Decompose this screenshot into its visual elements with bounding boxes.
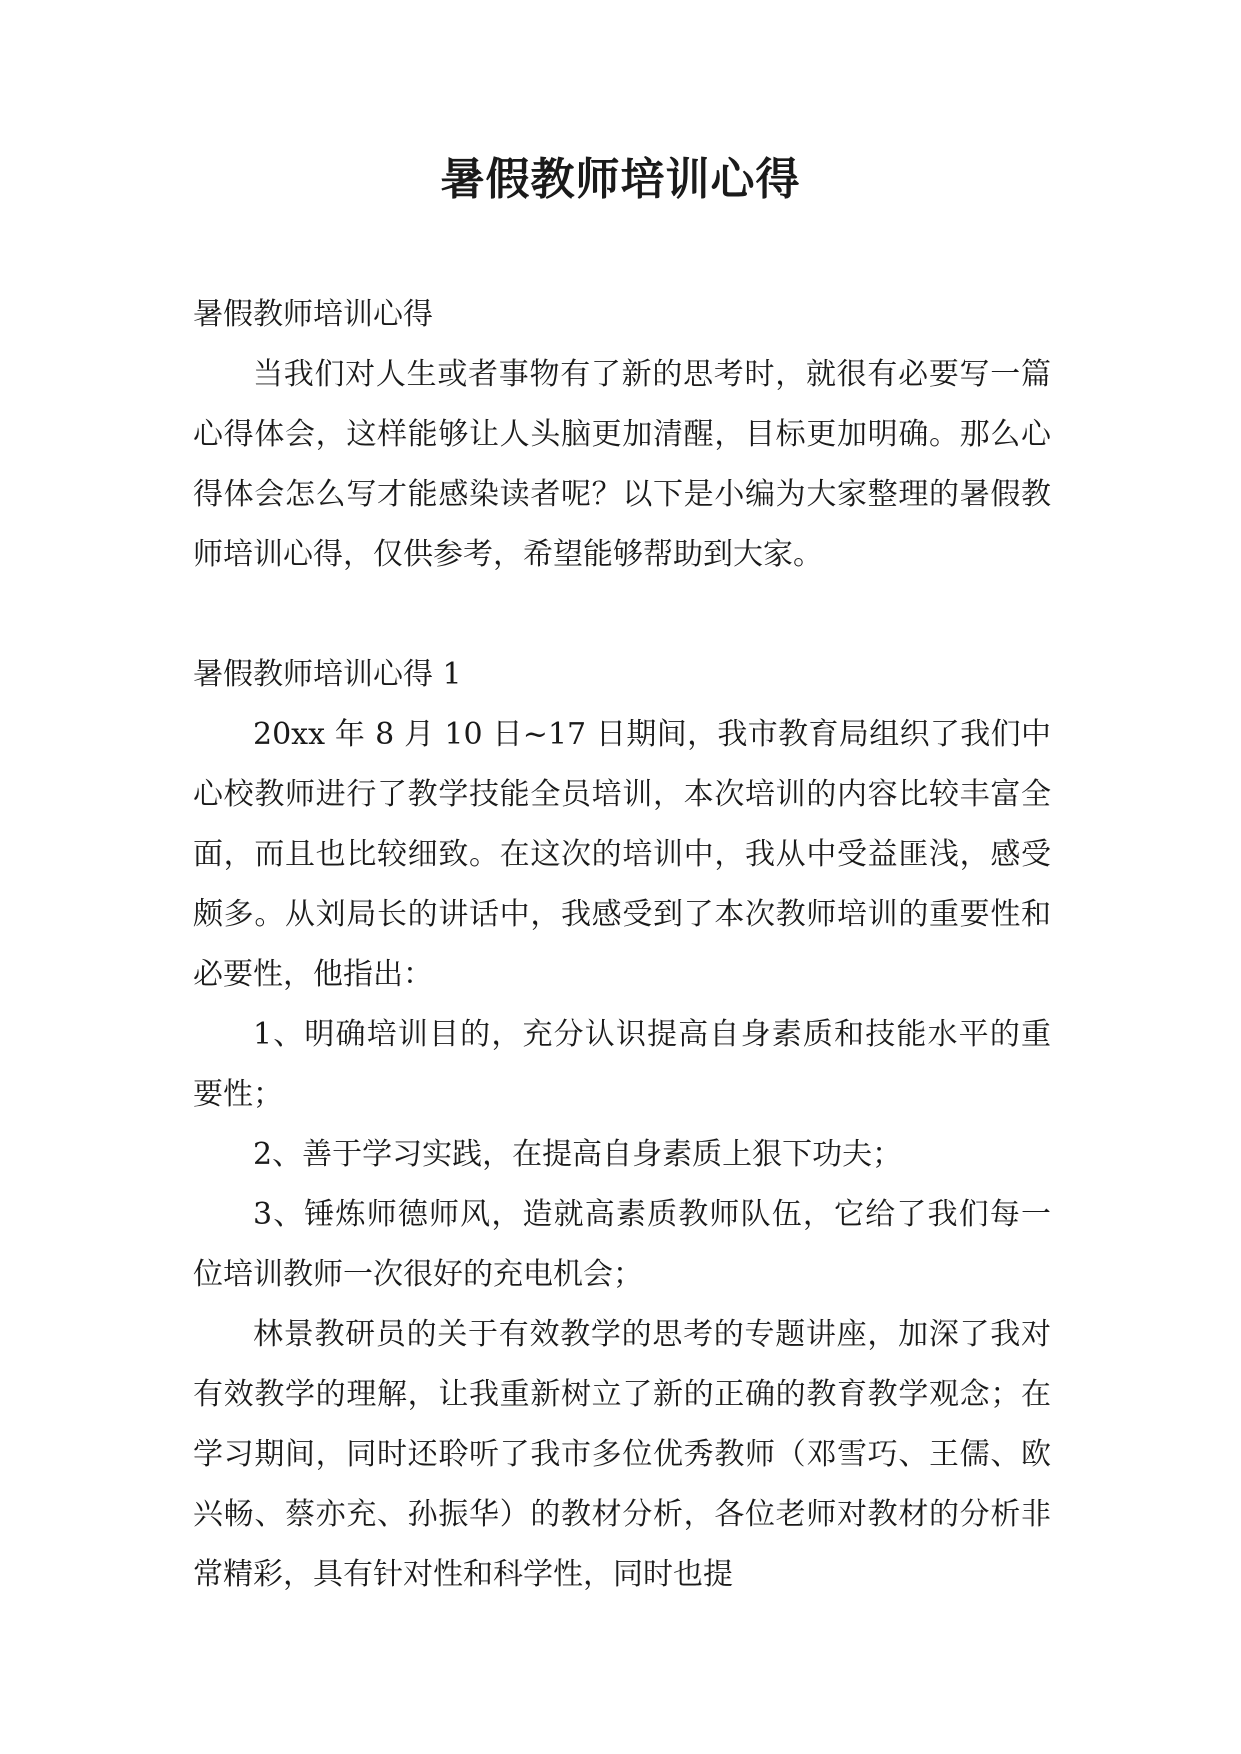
intro-heading: 暑假教师培训心得 [193, 297, 433, 332]
document-body [193, 285, 1051, 1605]
list-item-1: 1、明确培训目的，充分认识提高自身素质和技能水平的重要性； [193, 1017, 1051, 1112]
intro-paragraph: 当我们对人生或者事物有了新的思考时，就很有必要写一篇心得体会，这样能够让人头脑更加清醒，目标更加明确。那么心得体会怎么写才能感染读者呢？以下是小编为大家整理的暑假教师培训心得，仅供参考，希望能够帮助到大家。 [193, 357, 1051, 572]
section-heading: 暑假教师培训心得 1 [193, 657, 462, 692]
section-spacer [193, 585, 1051, 645]
list-item-3: 3、锤炼师德师风，造就高素质教师队伍，它给了我们每一位培训教师一次很好的充电机会； [193, 1197, 1051, 1292]
body-paragraph: 20xx 年 8 月 10 日~17 日期间，我市教育局组织了我们中心校教师进行了教学技能全员培训，本次培训的内容比较丰富全面，而且也比较细致。在这次的培训中，我从中受益匪浅，感受颇多。从刘局长的讲话中，我感受到了本次教师培训的重要性和必要性，他指出： [193, 717, 1051, 992]
document-title: 暑假教师培训心得 [440, 154, 801, 205]
list-item-2: 2、善于学习实践，在提高自身素质上狠下功夫； [253, 1137, 903, 1172]
body-paragraph: 林景教研员的关于有效教学的思考的专题讲座，加深了我对有效教学的理解，让我重新树立了新的正确的教育教学观念；在学习期间，同时还聆听了我市多位优秀教师（邓雪巧、王儒、欧兴畅、蔡亦充、孙振华）的教材分析，各位老师对教材的分析非常精彩，具有针对性和科学性，同时也提 [193, 1317, 1051, 1592]
